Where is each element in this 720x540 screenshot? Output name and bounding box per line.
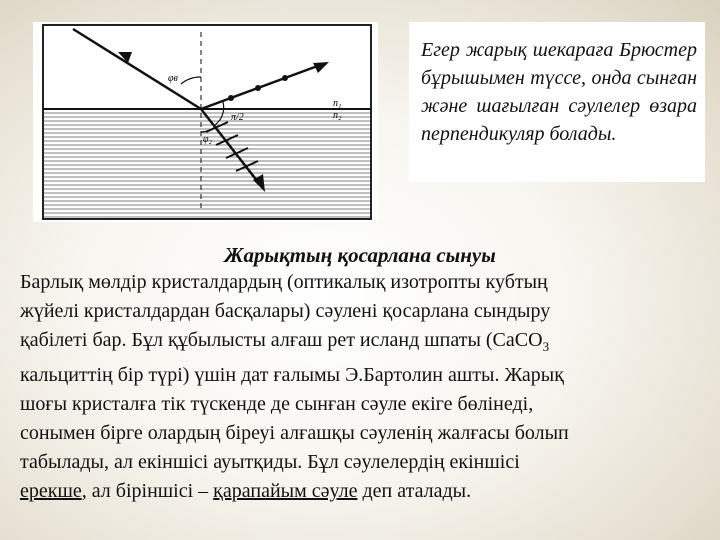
- n1-label: n₁: [333, 98, 342, 109]
- callout-line: түссе, онда сынған және: [421, 67, 697, 117]
- section-title: Жарықтың қосарлана сынуы: [224, 243, 496, 267]
- n2-label: n₂: [333, 110, 342, 121]
- extraordinary-ray-term: ерекше: [20, 480, 82, 502]
- section-body: [20, 268, 700, 506]
- refracted-ray: [201, 109, 258, 182]
- brewster-diagram: [33, 22, 378, 222]
- right-angle-arc: [215, 102, 224, 125]
- reflected-arrow: [313, 62, 329, 73]
- right-angle-label: π/2: [231, 112, 244, 123]
- body-line: жүйелі кристалдардан басқалары) сәулені қосарлана сындыру: [20, 300, 551, 322]
- callout-text: [421, 36, 697, 148]
- brewster-diagram-svg: [33, 22, 378, 222]
- body-line: деп аталады.: [357, 480, 472, 502]
- formula-subscript: 3: [542, 339, 550, 354]
- polarization-dot: [282, 75, 288, 81]
- polarization-dot: [255, 85, 261, 91]
- incident-ray: [73, 29, 201, 109]
- refracted-angle-label: φ₂: [203, 134, 213, 145]
- body-line: , ал біріншісі –: [81, 480, 214, 502]
- body-line: кальциттің бір түрі) үшін дат ғалымы Э.Бартолин ашты. Жарық: [20, 364, 564, 386]
- diagram-frame: [43, 25, 371, 219]
- incidence-angle-label: φв: [168, 73, 178, 84]
- callout-line: перпендикуляр болады.: [421, 123, 617, 145]
- body-line: Барлық мөлдір кристалдардың (оптикалық изотропты кубтың: [20, 271, 548, 293]
- callout-line: Брюстер бұрышымен: [421, 39, 697, 89]
- callout-line: Егер жарық шекараға: [421, 39, 614, 61]
- polarization-dot: [228, 95, 234, 101]
- body-line: сонымен бірге олардың біреуі алғашқы сәуленің жалғасы болып: [20, 422, 569, 444]
- body-line: табылады, ал екіншісі ауытқиды. Бұл сәулелердің екіншісі: [20, 451, 520, 473]
- ordinary-ray-term: қарапайым сәуле: [213, 480, 358, 502]
- body-line: шоғы кристалға тік түскенде де сынған сәуле екіге бөлінеді,: [20, 393, 534, 415]
- callout-line: шағылған сәулелер өзара: [476, 95, 697, 117]
- body-line: қабілеті бар. Бұл құбылысты алғаш рет исланд шпаты (СаСО: [20, 329, 543, 351]
- brewster-callout: [409, 22, 705, 182]
- reflected-ray: [201, 64, 323, 109]
- incidence-angle-arc: [181, 77, 201, 84]
- medium-hatching: [44, 113, 370, 217]
